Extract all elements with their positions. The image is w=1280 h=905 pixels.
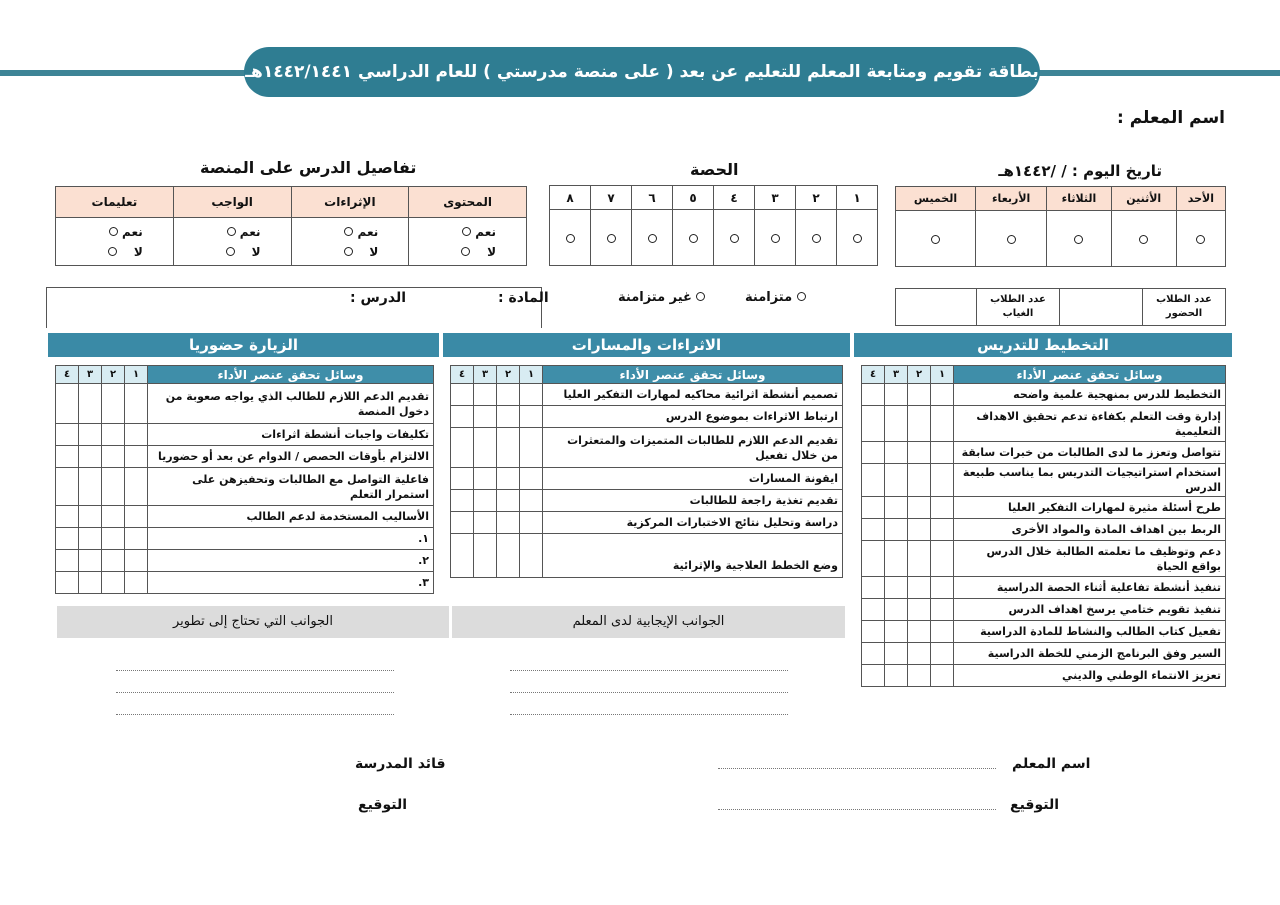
score-cell[interactable] <box>79 384 102 424</box>
score-cell[interactable] <box>520 512 543 534</box>
no-label: لا <box>251 244 261 259</box>
score-cell[interactable] <box>497 406 520 428</box>
yes-no-cell[interactable] <box>409 218 527 266</box>
criterion: الربط بين اهداف المادة والمواد الأخرى <box>954 519 1226 541</box>
score-cell[interactable] <box>79 506 102 528</box>
score-cell[interactable] <box>931 643 954 665</box>
score-cell[interactable] <box>908 384 931 406</box>
score-cell[interactable] <box>908 541 931 577</box>
improvement-aspects-label: الجوانب التي تحتاج إلى تطوير <box>57 606 449 638</box>
day-thu: الخميس <box>896 187 976 211</box>
score-cell[interactable] <box>56 550 79 572</box>
score-cell[interactable] <box>497 490 520 512</box>
score-col: ٢ <box>102 366 125 384</box>
criterion: تنفيذ تقويم ختامي يرسخ اهداف الدرس <box>954 599 1226 621</box>
sync-label: متزامنة <box>745 290 793 305</box>
score-cell[interactable] <box>79 468 102 506</box>
period-radio[interactable] <box>755 210 796 266</box>
score-cell[interactable] <box>79 550 102 572</box>
yes-no-cell[interactable] <box>291 218 409 266</box>
criterion: ايقونة المسارات <box>543 468 843 490</box>
criterion: تصميم أنشطة اثرائية محاكيه لمهارات التفكير العليا <box>543 384 843 406</box>
score-cell[interactable] <box>520 406 543 428</box>
subject-lesson-box <box>46 287 542 328</box>
score-col: ٢ <box>908 366 931 384</box>
criterion: وضع الخطط العلاجية والإثرائية <box>543 534 843 578</box>
score-col: ٤ <box>862 366 885 384</box>
criterion: الأساليب المستخدمة لدعم الطالب <box>148 506 434 528</box>
absent-count-label: عدد الطلاب الغياب <box>977 289 1060 326</box>
day-radio[interactable] <box>896 211 976 267</box>
period-num: ٨ <box>550 186 591 210</box>
score-cell[interactable] <box>520 384 543 406</box>
absent-count-field[interactable] <box>896 289 977 326</box>
score-cell[interactable] <box>474 468 497 490</box>
positive-line[interactable] <box>510 714 788 715</box>
teacher-name-line[interactable] <box>718 768 996 769</box>
score-cell[interactable] <box>56 384 79 424</box>
score-cell[interactable] <box>474 428 497 468</box>
score-cell[interactable] <box>885 519 908 541</box>
period-radio[interactable] <box>837 210 878 266</box>
score-cell[interactable] <box>497 384 520 406</box>
section-enrichment: الاثراءات والمسارات <box>443 333 850 357</box>
yes-label: نعم <box>239 224 261 239</box>
no-label: لا <box>369 244 379 259</box>
score-cell[interactable] <box>908 406 931 442</box>
section-visit: الزيارة حضوريا <box>48 333 439 357</box>
score-cell[interactable] <box>497 534 520 578</box>
score-cell[interactable] <box>908 665 931 687</box>
score-cell[interactable] <box>908 621 931 643</box>
score-cell[interactable] <box>885 442 908 464</box>
score-cell[interactable] <box>497 468 520 490</box>
score-cell[interactable] <box>56 424 79 446</box>
score-cell[interactable] <box>931 519 954 541</box>
criterion: طرح أسئلة مثيرة لمهارات التفكير العليا <box>954 497 1226 519</box>
criterion: تنفيذ أنشطة تفاعلية أثناء الحصة الدراسية <box>954 577 1226 599</box>
score-cell[interactable] <box>885 599 908 621</box>
date-label: تاريخ اليوم : / /١٤٤٢هـ <box>998 162 1162 180</box>
score-cell[interactable] <box>125 384 148 424</box>
score-cell[interactable] <box>885 384 908 406</box>
period-label: الحصة <box>690 160 739 179</box>
no-label: لا <box>487 244 496 259</box>
col-homework: الواجب <box>173 187 291 218</box>
score-cell[interactable] <box>451 468 474 490</box>
score-cell[interactable] <box>102 384 125 424</box>
score-cell[interactable] <box>862 665 885 687</box>
score-cell[interactable] <box>862 384 885 406</box>
score-cell[interactable] <box>862 406 885 442</box>
score-cell[interactable] <box>885 577 908 599</box>
criterion: تقديم الدعم اللازم للطالبات المتميزات والمتعثرات من خلال تفعيل <box>543 428 843 468</box>
score-cell[interactable] <box>125 468 148 506</box>
period-radio[interactable] <box>673 210 714 266</box>
criterion: ٢. <box>148 550 434 572</box>
students-table <box>895 288 1226 326</box>
score-cell[interactable] <box>474 406 497 428</box>
score-cell[interactable] <box>931 464 954 497</box>
score-cell[interactable] <box>931 442 954 464</box>
period-radio[interactable] <box>550 210 591 266</box>
subject-label: المادة : <box>498 290 549 306</box>
score-cell[interactable] <box>125 424 148 446</box>
score-cell[interactable] <box>102 528 125 550</box>
score-cell[interactable] <box>79 424 102 446</box>
score-cell[interactable] <box>520 490 543 512</box>
score-col: ٣ <box>885 366 908 384</box>
teacher-name-label: اسم المعلم : <box>1117 108 1225 128</box>
score-col: ٤ <box>56 366 79 384</box>
criterion: ١. <box>148 528 434 550</box>
yes-label: نعم <box>357 224 379 239</box>
score-cell[interactable] <box>125 446 148 468</box>
score-cell[interactable] <box>885 643 908 665</box>
positive-line[interactable] <box>510 692 788 693</box>
score-cell[interactable] <box>79 528 102 550</box>
attendance-count-label: عدد الطلاب الحضور <box>1143 289 1226 326</box>
score-cell[interactable] <box>931 577 954 599</box>
period-radio[interactable] <box>796 210 837 266</box>
score-cell[interactable] <box>102 506 125 528</box>
score-cell[interactable] <box>474 534 497 578</box>
score-cell[interactable] <box>885 665 908 687</box>
score-cell[interactable] <box>931 599 954 621</box>
score-cell[interactable] <box>451 428 474 468</box>
score-cell[interactable] <box>931 497 954 519</box>
attendance-count-field[interactable] <box>1060 289 1143 326</box>
score-cell[interactable] <box>862 541 885 577</box>
score-cell[interactable] <box>56 468 79 506</box>
criterion: إدارة وقت التعلم بكفاءة تدعم تحقيق الاهداف التعليمية <box>954 406 1226 442</box>
score-cell[interactable] <box>885 497 908 519</box>
score-cell[interactable] <box>862 643 885 665</box>
principal-label: قائد المدرسة <box>355 756 446 772</box>
day-wed: الأربعاء <box>976 187 1047 211</box>
period-num: ٣ <box>755 186 796 210</box>
score-col: ٣ <box>79 366 102 384</box>
yes-no-cell[interactable] <box>56 218 174 266</box>
score-cell[interactable] <box>451 512 474 534</box>
score-cell[interactable] <box>451 384 474 406</box>
period-num: ١ <box>837 186 878 210</box>
score-cell[interactable] <box>125 572 148 594</box>
means-header: وسائل تحقق عنصر الأداء <box>543 366 843 384</box>
means-header: وسائل تحقق عنصر الأداء <box>954 366 1226 384</box>
criterion: دعم وتوظيف ما تعلمته الطالبة خلال الدرس بواقع الحياة <box>954 541 1226 577</box>
day-tue: الثلاثاء <box>1047 187 1111 211</box>
teacher-signature-line[interactable] <box>718 809 996 810</box>
score-cell[interactable] <box>931 384 954 406</box>
period-num: ٢ <box>796 186 837 210</box>
score-cell[interactable] <box>102 550 125 572</box>
visit-table <box>55 365 434 594</box>
score-cell[interactable] <box>908 643 931 665</box>
score-cell[interactable] <box>862 621 885 643</box>
score-col: ١ <box>125 366 148 384</box>
score-col: ٤ <box>451 366 474 384</box>
criterion: التخطيط للدرس بمنهجية علمية واضحه <box>954 384 1226 406</box>
form-title: بطاقة تقويم ومتابعة المعلم للتعليم عن بعد ( على منصة مدرستي ) للعام الدراسي ١٤٤٢/١٤٤١هـ <box>244 47 1040 97</box>
footer-teacher-name-label: اسم المعلم <box>1012 756 1091 772</box>
period-num: ٧ <box>591 186 632 210</box>
score-cell[interactable] <box>497 512 520 534</box>
score-cell[interactable] <box>885 464 908 497</box>
score-cell[interactable] <box>862 599 885 621</box>
score-cell[interactable] <box>474 384 497 406</box>
score-cell[interactable] <box>908 577 931 599</box>
score-cell[interactable] <box>56 446 79 468</box>
improvement-line[interactable] <box>116 670 394 671</box>
score-cell[interactable] <box>520 534 543 578</box>
score-cell[interactable] <box>885 621 908 643</box>
period-num: ٦ <box>632 186 673 210</box>
async-label: غير متزامنة <box>618 290 692 305</box>
score-cell[interactable] <box>520 468 543 490</box>
score-cell[interactable] <box>931 621 954 643</box>
score-cell[interactable] <box>125 550 148 572</box>
score-cell[interactable] <box>451 406 474 428</box>
score-cell[interactable] <box>931 406 954 442</box>
col-instructions: تعليمات <box>56 187 174 218</box>
score-cell[interactable] <box>451 490 474 512</box>
score-cell[interactable] <box>125 528 148 550</box>
score-cell[interactable] <box>56 506 79 528</box>
criterion: تكليفات واجبات أنشطة اثراءات <box>148 424 434 446</box>
score-cell[interactable] <box>908 519 931 541</box>
principal-signature-label: التوقيع <box>358 797 407 813</box>
score-cell[interactable] <box>102 446 125 468</box>
col-enrichments: الإثراءات <box>291 187 409 218</box>
day-radio[interactable] <box>1047 211 1111 267</box>
periods-table <box>549 185 878 266</box>
period-num: ٥ <box>673 186 714 210</box>
score-cell[interactable] <box>908 442 931 464</box>
score-cell[interactable] <box>497 428 520 468</box>
days-table <box>895 186 1226 267</box>
day-radio[interactable] <box>976 211 1047 267</box>
criterion: تقديم الدعم اللازم للطالب الذي يواجه صعوبة من دخول المنصة <box>148 384 434 424</box>
score-cell[interactable] <box>931 541 954 577</box>
criterion: ارتباط الاثراءات بموضوع الدرس <box>543 406 843 428</box>
criterion: فاعلية التواصل مع الطالبات وتحفيزهن على استمرار التعلم <box>148 468 434 506</box>
sync-option[interactable] <box>745 290 806 305</box>
enrichment-table <box>450 365 843 578</box>
score-cell[interactable] <box>885 541 908 577</box>
score-cell[interactable] <box>908 464 931 497</box>
score-col: ١ <box>931 366 954 384</box>
criterion: دراسة وتحليل نتائج الاختبارات المركزية <box>543 512 843 534</box>
score-col: ٣ <box>474 366 497 384</box>
criterion: استخدام استراتيجيات التدريس بما يناسب طبيعة الدرس <box>954 464 1226 497</box>
score-cell[interactable] <box>474 490 497 512</box>
score-cell[interactable] <box>56 572 79 594</box>
score-cell[interactable] <box>79 572 102 594</box>
yes-no-cell[interactable] <box>173 218 291 266</box>
criterion: تعزيز الانتماء الوطني والديني <box>954 665 1226 687</box>
period-radio[interactable] <box>632 210 673 266</box>
col-content: المحتوى <box>409 187 527 218</box>
period-radio[interactable] <box>591 210 632 266</box>
score-cell[interactable] <box>451 534 474 578</box>
criterion: تفعيل كتاب الطالب والنشاط للمادة الدراسية <box>954 621 1226 643</box>
period-radio[interactable] <box>714 210 755 266</box>
lesson-label: الدرس : <box>350 290 406 306</box>
yes-label: نعم <box>475 224 496 239</box>
criterion: تقديم تغذية راجعة للطالبات <box>543 490 843 512</box>
day-sun: الأحد <box>1176 187 1225 211</box>
score-cell[interactable] <box>474 512 497 534</box>
day-mon: الأثنين <box>1111 187 1176 211</box>
footer-signature-label: التوقيع <box>1010 797 1059 813</box>
score-col: ٢ <box>497 366 520 384</box>
lesson-details-label: تفاصيل الدرس على المنصة <box>200 158 417 177</box>
score-cell[interactable] <box>102 572 125 594</box>
no-label: لا <box>133 244 143 259</box>
improvement-line[interactable] <box>116 714 394 715</box>
score-cell[interactable] <box>102 468 125 506</box>
async-option[interactable] <box>618 290 705 305</box>
lesson-details-table <box>55 186 527 266</box>
score-cell[interactable] <box>862 519 885 541</box>
score-cell[interactable] <box>862 442 885 464</box>
means-header: وسائل تحقق عنصر الأداء <box>148 366 434 384</box>
score-cell[interactable] <box>931 665 954 687</box>
criterion: ٣. <box>148 572 434 594</box>
criterion: السير وفق البرنامج الزمني للخطة الدراسية <box>954 643 1226 665</box>
score-cell[interactable] <box>862 464 885 497</box>
day-radio[interactable] <box>1176 211 1225 267</box>
score-cell[interactable] <box>862 497 885 519</box>
period-num: ٤ <box>714 186 755 210</box>
score-cell[interactable] <box>102 424 125 446</box>
score-col: ١ <box>520 366 543 384</box>
positive-line[interactable] <box>510 670 788 671</box>
score-cell[interactable] <box>862 577 885 599</box>
score-cell[interactable] <box>56 528 79 550</box>
score-cell[interactable] <box>908 599 931 621</box>
criterion: الالتزام بأوقات الحصص / الدوام عن بعد أو حضوريا <box>148 446 434 468</box>
score-cell[interactable] <box>79 446 102 468</box>
score-cell[interactable] <box>908 497 931 519</box>
criterion: تتواصل وتعزز ما لدى الطالبات من خبرات سابقة <box>954 442 1226 464</box>
score-cell[interactable] <box>520 428 543 468</box>
score-cell[interactable] <box>885 406 908 442</box>
improvement-line[interactable] <box>116 692 394 693</box>
yes-label: نعم <box>122 224 143 239</box>
score-cell[interactable] <box>125 506 148 528</box>
section-planning: التخطيط للتدريس <box>854 333 1232 357</box>
planning-table <box>861 365 1226 687</box>
positive-aspects-label: الجوانب الإيجابية لدى المعلم <box>452 606 845 638</box>
day-radio[interactable] <box>1111 211 1176 267</box>
